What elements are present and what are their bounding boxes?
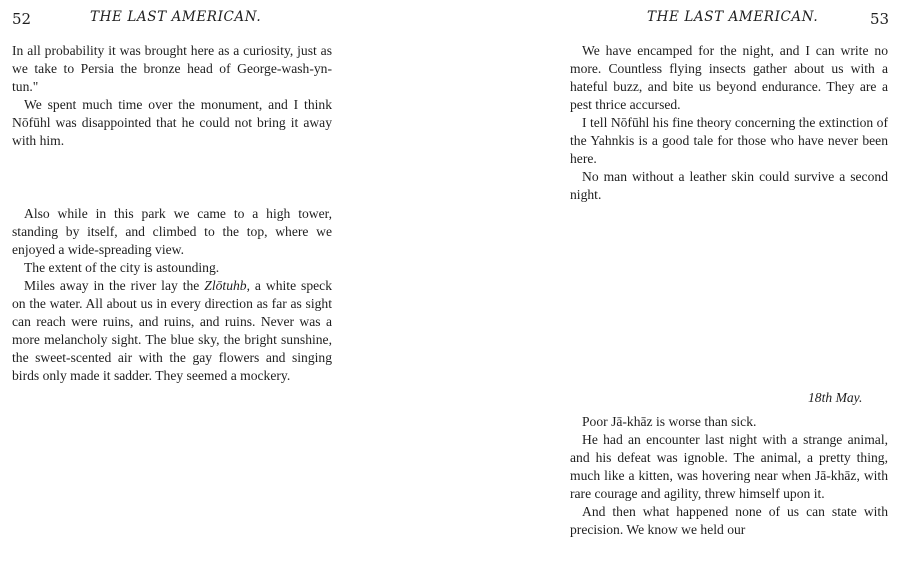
text-block-bottom xyxy=(570,413,888,539)
paragraph: Also while in this park we came to a high tower, standing by itself, and climbed to the top, where we enjoyed a wide-spreading view. xyxy=(12,206,332,257)
paragraph: Poor Jā-khāz is worse than sick. xyxy=(582,414,757,429)
running-head: THE LAST AMERICAN. xyxy=(90,9,262,25)
text-run: Miles away in the river lay the xyxy=(24,278,205,293)
dateline: 18th May. xyxy=(808,390,863,405)
paragraph: We have encamped for the night, and I can write no more. Countless flying insects gather about us with a hateful buzz, and bite us beyond endurance. They are a pest thrice accursed. xyxy=(570,43,888,112)
running-head: THE LAST AMERICAN. xyxy=(647,9,819,25)
paragraph: The extent of the city is astounding. xyxy=(24,260,220,275)
ship-name: Zlōtuhb xyxy=(204,278,247,293)
paragraph: I tell Nōfūhl his fine theory concerning the extinction of the Yahnkis is a good tale for those who have never been here. xyxy=(570,115,888,166)
page-number: 53 xyxy=(870,10,890,28)
paragraph: No man without a leather skin could survive a second night. xyxy=(570,169,888,202)
paragraph: We spent much time over the monument, and I think Nōfūhl was disappointed that he could not bring it away with him. xyxy=(12,97,332,148)
paragraph xyxy=(12,277,332,385)
text-block-top xyxy=(12,42,332,150)
paragraph: He had an encounter last night with a strange animal, and his defeat was ignoble. The animal, a pretty thing, much like a kitten, was hovering near when Jā-khāz, with rare courage and agility, threw himself upon it. xyxy=(570,432,888,501)
paragraph: In all probability it was brought here as a curiosity, just as we take to Persia the bronze head of George-wash-yn-tun." xyxy=(12,43,332,94)
right-page xyxy=(450,0,900,568)
text-run: , a white speck on the water. All about us in every direction as far as sight can reach were ruins, and ruins, and ruins. Never was a more melancholy sight. The blue sky, the bright sunshine, the sweet-scented air with the gay flowers and singing birds only made it sadder. They seemed a mockery. xyxy=(12,278,332,383)
page-number: 52 xyxy=(12,10,32,28)
paragraph: And then what happened none of us can state with precision. We know we held our xyxy=(570,504,888,537)
text-block-bottom xyxy=(12,205,332,385)
text-block-top xyxy=(570,42,888,204)
